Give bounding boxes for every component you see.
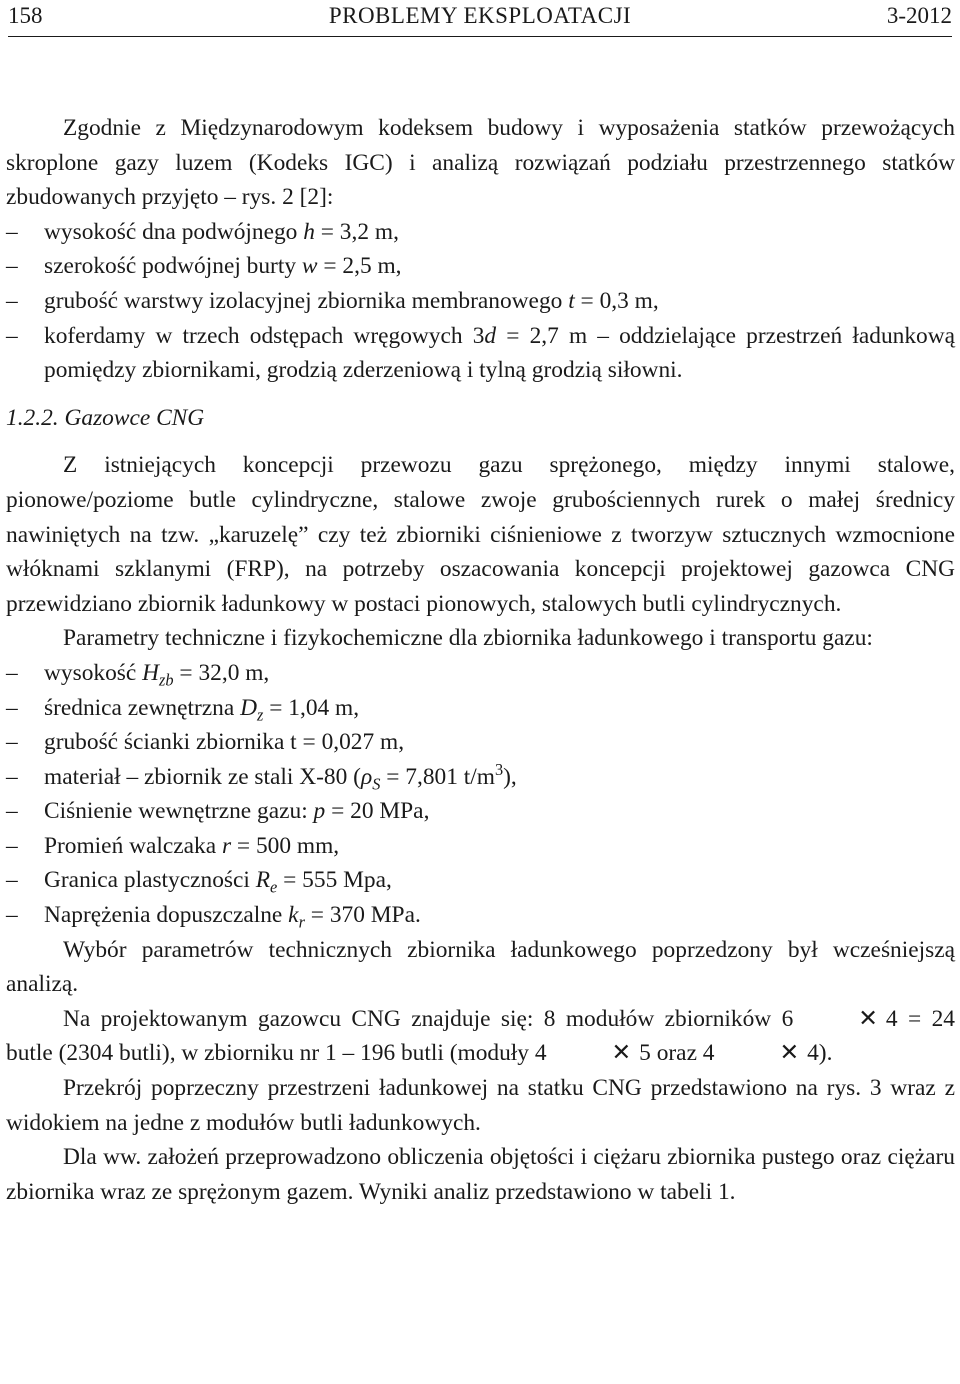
list-item: – grubość warstwy izolacyjnej zbiornika membranowego t = 0,3 m, <box>6 284 955 319</box>
list-item: – grubość ścianki zbiornika t = 0,027 m, <box>6 725 955 760</box>
multiply-icon: ✕ <box>858 1005 878 1032</box>
paragraph: Przekrój poprzeczny przestrzeni ładunkowej na statku CNG przedstawiono na rys. 3 wraz z widokiem na jedne z modułów butli ładunkowych. <box>6 1075 955 1136</box>
dash-bullet: – <box>6 287 18 314</box>
issue-number: 3-2012 <box>886 3 952 28</box>
list-item: – wysokość dna podwójnego h = 3,2 m, <box>6 215 955 250</box>
page-number: 158 <box>8 3 43 28</box>
dash-bullet: – <box>6 832 18 859</box>
paragraph: Na projektowanym gazowcu CNG znajduje się: 8 modułów zbiorników 6 ✕ 4 = 24 butle (2304 butli), w zbiorniku nr 1 – 196 butli (moduły 4 ✕ 5 oraz 4 ✕ 4). <box>6 1002 955 1071</box>
dash-bullet: – <box>6 253 18 280</box>
list-item: – średnica zewnętrzna $D_z = 1,04$ m, <box>6 691 955 726</box>
list-item: – Granica plastyczności $R_e = 555$ Mpa, <box>6 863 955 898</box>
dash-bullet: – <box>6 867 18 894</box>
dash-bullet: – <box>6 729 18 756</box>
dash-bullet: – <box>6 902 18 929</box>
list-item: – koferdamy w trzech odstępach wręgowych 3d = 2,7 m – oddzielające przestrzeń ładunkową pomiędzy zbiornikami, grodzią zderzeniową i tylną grodzią siłowni. <box>6 319 955 388</box>
dash-bullet: – <box>6 798 18 825</box>
list-item: – szerokość podwójnej burty w = 2,5 m, <box>6 249 955 284</box>
paragraph: Parametry techniczne i fizykochemiczne dla zbiornika ładunkowego i transportu gazu: <box>63 625 873 652</box>
section-heading: 1.2.2. Gazowce CNG <box>6 404 205 431</box>
list-item: – materiał – zbiornik ze stali X-80 ($\rho_S = 7,801$ $t/m^3$), <box>6 759 517 794</box>
multiply-icon: ✕ <box>779 1040 800 1067</box>
page-header <box>8 0 952 37</box>
list-item: – Ciśnienie wewnętrzne gazu: p = 20 MPa, <box>6 794 955 829</box>
multiply-icon: ✕ <box>611 1040 632 1067</box>
paragraph: Wybór parametrów technicznych zbiornika ładunkowego poprzedzony był wcześniejszą analizą. <box>6 936 955 998</box>
list-item: – wysokość $H_{zb} = 32,0$ m, <box>6 656 955 691</box>
dash-bullet: – <box>6 763 18 790</box>
dash-bullet: – <box>6 218 18 245</box>
intro-paragraph: Zgodnie z Międzynarodowym kodeksem budowy i wyposażenia statków przewożących skroplone gazy luzem (Kodeks IGC) i analizą rozwiązań podziału przestrzennego statków zbudowanych przyjęto – rys. 2 [2]: <box>6 115 955 211</box>
journal-title: PROBLEMY EKSPLOATACJI <box>328 3 632 28</box>
paragraph: Z istniejących koncepcji przewozu gazu sprężonego, między innymi stalowe, pionowe/poziome butle cylindryczne, stalowe zwoje grubościennych rurek o małej średnicy nawiniętych na tzw. „karuzelę” czy też zbiorniki ciśnieniowe z tworzyw sztucznych wzmocnione włóknami szklanymi (FRP), na potrzeby oszacowania koncepcji projektowej gazowca CNG przewidziano zbiornik ładunkowy w postaci pionowych, stalowych butli cylindrycznych. <box>6 452 955 617</box>
dash-bullet: – <box>6 322 18 349</box>
dash-bullet: – <box>6 659 18 686</box>
paragraph: Dla ww. założeń przeprowadzono obliczenia objętości i ciężaru zbiornika pustego oraz ciężaru zbiornika wraz ze sprężonym gazem. Wyniki analiz przedstawiono w tabeli 1. <box>6 1144 955 1205</box>
dash-bullet: – <box>6 694 18 721</box>
list-item: – Naprężenia dopuszczalne $k_r = 370$ MPa. <box>6 898 955 933</box>
list-item: – Promień walczaka r = 500 mm, <box>6 829 955 864</box>
page-body <box>6 111 955 1209</box>
